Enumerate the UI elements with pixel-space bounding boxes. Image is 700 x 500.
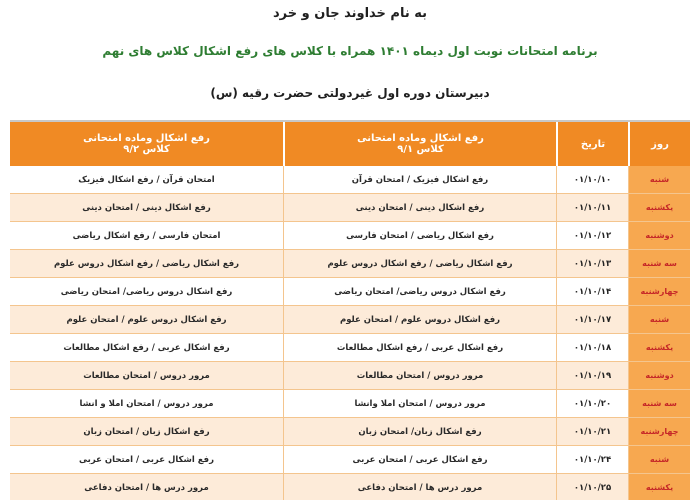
class2-cell: مرور دروس / امتحان مطالعات bbox=[83, 370, 210, 381]
date-cell: ۰۱/۱۰/۱۸ bbox=[556, 334, 628, 361]
class1-cell: رفع اشکال دینی / امتحان دینی bbox=[283, 194, 556, 221]
class1-cell: رفع اشکال زبان/ امتحان زبان bbox=[283, 418, 556, 445]
class2-cell: رفع اشکال عربی / امتحان عربی bbox=[79, 454, 214, 465]
school-name: دبیرستان دوره اول غیردولتی حضرت رقیه (س) bbox=[210, 86, 490, 100]
day-cell: چهارشنبه bbox=[628, 278, 690, 305]
date-cell: ۰۱/۱۰/۱۳ bbox=[556, 250, 628, 277]
date-cell: ۰۱/۱۰/۱۰ bbox=[556, 166, 628, 193]
date-cell: ۰۱/۱۰/۱۷ bbox=[556, 306, 628, 333]
class2-cell: مرور درس ها / امتحان دفاعی bbox=[84, 482, 209, 493]
day-cell: سه شنبه bbox=[628, 250, 690, 277]
col-day-header: روز bbox=[628, 122, 690, 166]
table-row bbox=[10, 222, 690, 250]
table-row bbox=[10, 474, 690, 500]
table-row bbox=[10, 418, 690, 446]
class2-cell: رفع اشکال دروس ریاضی/ امتحان ریاضی bbox=[60, 286, 233, 297]
day-cell: سه شنبه bbox=[628, 390, 690, 417]
class2-cell: امتحان فارسی / رفع اشکال ریاضی bbox=[72, 230, 221, 241]
table-row bbox=[10, 390, 690, 418]
class2-cell: امتحان قرآن / رفع اشکال فیزیک bbox=[78, 174, 215, 185]
table-row bbox=[10, 306, 690, 334]
col-date-header: تاریخ bbox=[556, 122, 628, 166]
day-cell: شنبه bbox=[628, 446, 690, 473]
class2-cell: رفع اشکال زبان / امتحان زبان bbox=[83, 426, 210, 437]
day-cell: شنبه bbox=[628, 306, 690, 333]
class1-cell: رفع اشکال ریاضی / رفع اشکال دروس علوم bbox=[283, 250, 556, 277]
day-cell: یکشنبه bbox=[628, 474, 690, 500]
class2-cell: رفع اشکال دروس علوم / امتحان علوم bbox=[66, 314, 227, 325]
class1-cell: رفع اشکال عربی / امتحان عربی bbox=[283, 446, 556, 473]
exam-schedule-table bbox=[10, 120, 690, 500]
day-cell: شنبه bbox=[628, 166, 690, 193]
class1-cell: رفع اشکال دروس ریاضی/ امتحان ریاضی bbox=[283, 278, 556, 305]
date-cell: ۰۱/۱۰/۲۰ bbox=[556, 390, 628, 417]
class1-cell: مرور درس ها / امتحان دفاعی bbox=[283, 474, 556, 500]
table-row bbox=[10, 278, 690, 306]
table-row bbox=[10, 166, 690, 194]
class2-cell: رفع اشکال ریاضی / رفع اشکال دروس علوم bbox=[53, 258, 240, 269]
day-cell: چهارشنبه bbox=[628, 418, 690, 445]
table-header bbox=[10, 122, 690, 166]
day-cell: یکشنبه bbox=[628, 334, 690, 361]
class1-cell: رفع اشکال عربی / رفع اشکال مطالعات bbox=[283, 334, 556, 361]
table-body bbox=[10, 166, 690, 500]
date-cell: ۰۱/۱۰/۱۲ bbox=[556, 222, 628, 249]
date-cell: ۰۱/۱۰/۱۹ bbox=[556, 362, 628, 389]
date-cell: ۰۱/۱۰/۲۵ bbox=[556, 474, 628, 500]
class2-cell: رفع اشکال دینی / امتحان دینی bbox=[82, 202, 211, 213]
class1-cell: رفع اشکال دروس علوم / امتحان علوم bbox=[283, 306, 556, 333]
table-row bbox=[10, 194, 690, 222]
class2-cell: مرور دروس / امتحان املا و انشا bbox=[79, 398, 214, 409]
document-title: برنامه امتحانات نوبت اول دیماه ۱۴۰۱ همراه با کلاس های رفع اشکال کلاس های نهم bbox=[102, 44, 598, 58]
document-heading: به نام خداوند جان و خرد bbox=[272, 6, 428, 21]
col-class2-header: رفع اشکال وماده امتحانی کلاس ۹/۲ bbox=[83, 133, 210, 155]
class1-cell: مرور دروس / امتحان مطالعات bbox=[283, 362, 556, 389]
date-cell: ۰۱/۱۰/۲۴ bbox=[556, 446, 628, 473]
date-cell: ۰۱/۱۰/۱۱ bbox=[556, 194, 628, 221]
class1-cell: رفع اشکال فیزیک / امتحان قرآن bbox=[283, 166, 556, 193]
class1-cell: مرور دروس / امتحان املا وانشا bbox=[283, 390, 556, 417]
date-cell: ۰۱/۱۰/۲۱ bbox=[556, 418, 628, 445]
table-row bbox=[10, 446, 690, 474]
date-cell: ۰۱/۱۰/۱۴ bbox=[556, 278, 628, 305]
class2-cell: رفع اشکال عربی / رفع اشکال مطالعات bbox=[63, 342, 230, 353]
table-row bbox=[10, 250, 690, 278]
table-row bbox=[10, 334, 690, 362]
day-cell: یکشنبه bbox=[628, 194, 690, 221]
table-row bbox=[10, 362, 690, 390]
class1-cell: رفع اشکال ریاضی / امتحان فارسی bbox=[283, 222, 556, 249]
day-cell: دوشنبه bbox=[628, 222, 690, 249]
day-cell: دوشنبه bbox=[628, 362, 690, 389]
col-class1-header: رفع اشکال وماده امتحانی کلاس ۹/۱ bbox=[283, 122, 556, 166]
